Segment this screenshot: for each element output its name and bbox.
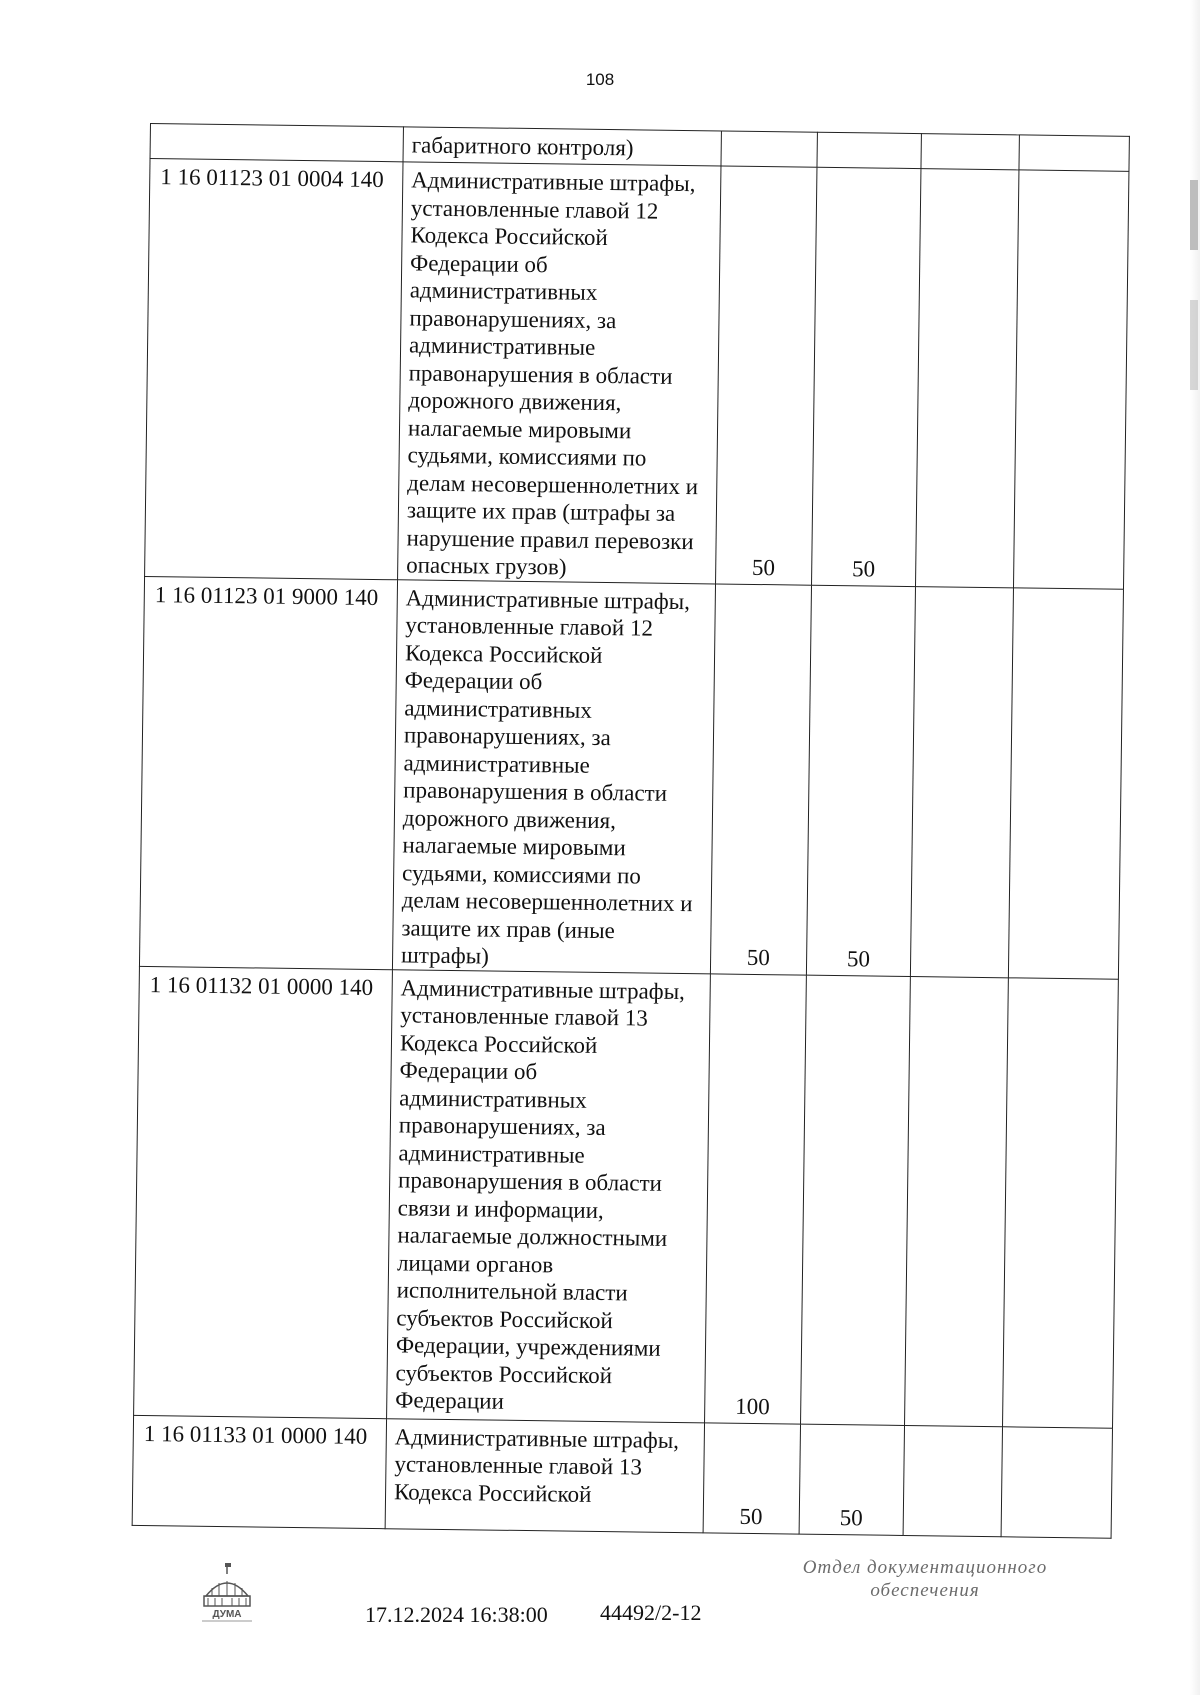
amount-cell [904,976,1008,1426]
description-cell [392,579,715,973]
description-cell [387,969,710,1422]
duma-logo-icon [196,1562,258,1624]
amount-cell: 50 [811,167,920,586]
scan-artifact [1190,180,1198,250]
amount-cell [921,134,1020,170]
description-text: Административные штрафы, установленные главой 13 Кодекса Российской [393,1423,680,1507]
code-cell: 1 16 01133 01 0000 140 [132,1415,386,1528]
amount-cell: 50 [799,1424,904,1535]
table-row [134,966,1119,1428]
amount-cell [800,975,910,1425]
amount-cell [915,169,1019,588]
code-cell: 1 16 01123 01 0004 140 [145,159,403,580]
amount-cell [1003,977,1118,1427]
amount-cell [1002,1426,1113,1537]
description-text: Административные штрафы, установленные главой 12 Кодекса Российской Федерации об административных правонарушениях, за административные правонарушения в области дорожного движения, налагаемые мировыми судьями, комиссиями по делам несовершеннолетних и защите их прав (штрафы за нарушение правил перевозки опасных грузов) [406,167,699,580]
description-cell [403,127,721,166]
description-cell [385,1418,704,1532]
department-stamp [785,1556,1065,1602]
stamp-line: Отдел документационного [802,1557,1048,1578]
amount-cell [817,132,921,168]
page-number: 108 [585,70,615,89]
scan-edge-shadow [1190,0,1200,1695]
table-row [145,159,1129,589]
code-cell: 1 16 01123 01 9000 140 [139,576,397,969]
amount-cell: 50 [710,583,811,974]
scan-artifact [1190,300,1198,390]
stamp-line: обеспечения [870,1580,980,1601]
description-text: габаритного контроля) [411,132,634,161]
amount-cell: 100 [704,973,806,1423]
description-text: Административные штрафы, установленные главой 13 Кодекса Российской Федерации об административных правонарушениях, за административные правонарушения в области связи и информации, налагаемые должностными лицами органов исполнительной власти субъектов Российской Федерации, учреждениями субъектов Российской Федерации [395,974,686,1414]
amount-cell [1019,135,1129,171]
description-text: Административные штрафы, установленные главой 12 Кодекса Российской Федерации об административных правонарушениях, за административные правонарушения в области дорожного движения, налагаемые мировыми судьями, комиссиями по делам несовершеннолетних и защите их прав (иные штрафы) [400,584,693,969]
svg-text:ДУМА: ДУМА [212,1609,242,1620]
registration-number: 44492/2-12 [600,1600,702,1625]
code-cell: 1 16 01132 01 0000 140 [134,966,393,1418]
amount-cell: 50 [703,1422,801,1533]
amount-cell [1014,170,1129,589]
code-cell [150,124,403,162]
amount-cell [721,131,818,167]
amount-cell: 50 [806,585,915,976]
amount-cell [903,1425,1003,1536]
table-row [139,576,1123,979]
amount-cell [1009,587,1124,978]
table-row [132,1415,1112,1538]
budget-code-table [132,123,1130,1538]
amount-cell [910,586,1014,977]
amount-cell: 50 [715,166,817,585]
print-datetime: 17.12.2024 16:38:00 [365,1602,548,1627]
description-cell [398,162,721,584]
